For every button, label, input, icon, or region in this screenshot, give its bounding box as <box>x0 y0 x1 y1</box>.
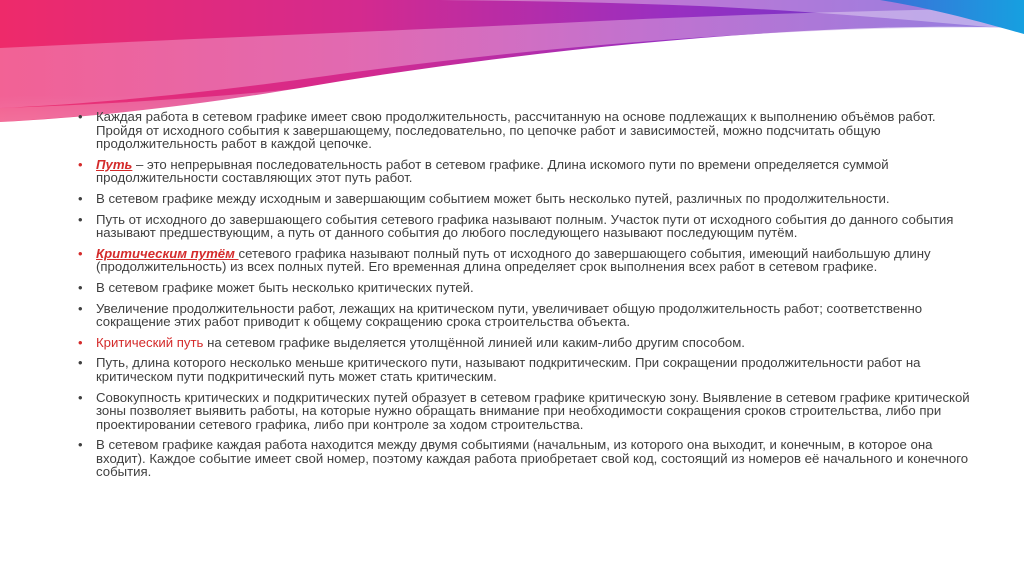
list-item <box>78 110 970 151</box>
bullet-dot: • <box>78 109 83 124</box>
list-item <box>78 192 970 206</box>
bullet-dot: • <box>78 279 83 295</box>
term-critical-path-plain: Критический путь <box>96 334 204 350</box>
item-text: на сетевом графике выделяется утолщённой линией или каким-либо другим способом. <box>203 334 745 350</box>
list-item <box>78 438 970 479</box>
item-text: Путь, длина которого несколько меньше критического пути, называют подкритическим. При сокращении продолжительности работ на критическом пути подкритический путь может стать критическим. <box>96 355 921 384</box>
bullet-dot: • <box>78 300 83 316</box>
bullet-dot: • <box>78 437 83 453</box>
list-item <box>78 391 970 432</box>
list-item <box>78 302 970 329</box>
list-item <box>78 356 970 383</box>
item-text: – это непрерывная последовательность работ в сетевом графике. Длина искомого пути по времени определяется суммой продолжительности составляющих этот путь работ. <box>96 156 889 186</box>
item-text: В сетевом графике каждая работа находится между двумя событиями (начальным, из которого она выходит, и конечным, в которое она входит). Каждое событие имеет свой номер, поэтому каждая работа приобретает свой код, состоящий из номеров её начального и конечного события. <box>96 437 969 480</box>
bullet-list <box>78 110 970 479</box>
term-critical-path: Критическим путём <box>96 245 239 261</box>
list-item <box>78 336 970 350</box>
bullet-dot: • <box>78 245 83 261</box>
list-item <box>78 281 970 295</box>
term-path: Путь <box>96 156 133 172</box>
bullet-dot: • <box>78 211 83 227</box>
item-text: Каждая работа в сетевом графике имеет свою продолжительность, рассчитанную на основе подлежащих к выполнению объёмов работ. Пройдя от исходного события к завершающему, последовательно, по цепочке работ и зависимостей, можно подсчитать общую продолжительность работ в каждой цепочке. <box>96 109 936 152</box>
item-text: Путь от исходного до завершающего события сетевого графика называют полным. Участок пути от исходного события до данного события называют предшествующим, а путь от данного события до любого последующего называют последующим путём. <box>96 211 954 241</box>
list-item <box>78 158 970 185</box>
list-item <box>78 213 970 240</box>
bullet-dot: • <box>78 156 83 172</box>
item-text: В сетевом графике между исходным и завершающим событием может быть несколько путей, различных по продолжительности. <box>96 190 890 206</box>
bullet-dot: • <box>78 334 83 350</box>
list-item <box>78 247 970 274</box>
bullet-list-container <box>78 110 970 486</box>
item-text: Совокупность критических и подкритических путей образует в сетевом графике критическую зону. Выявление в сетевом графике критической зоны позволяет выявить работы, на которые нужно обращать внимание при необходимости сокращения сроков строительства, либо при проектировании сетевого графика, либо при контроле за ходом строительства. <box>96 389 970 432</box>
item-text: сетевого графика называют полный путь от исходного до завершающего события, имеющий наибольшую длину (продолжительность) из всех полных путей. Его временная длина определяет срок выполнения всех работ в сетевом графике. <box>96 245 931 275</box>
item-text: Увеличение продолжительности работ, лежащих на критическом пути, увеличивает общую продолжительность работ; соответственно сокращение этих работ приводит к общему сокращению срока строительства объекта. <box>96 300 923 330</box>
bullet-dot: • <box>78 389 83 405</box>
bullet-dot: • <box>78 190 83 206</box>
bullet-dot: • <box>78 355 83 371</box>
item-text: В сетевом графике может быть несколько критических путей. <box>96 279 474 295</box>
